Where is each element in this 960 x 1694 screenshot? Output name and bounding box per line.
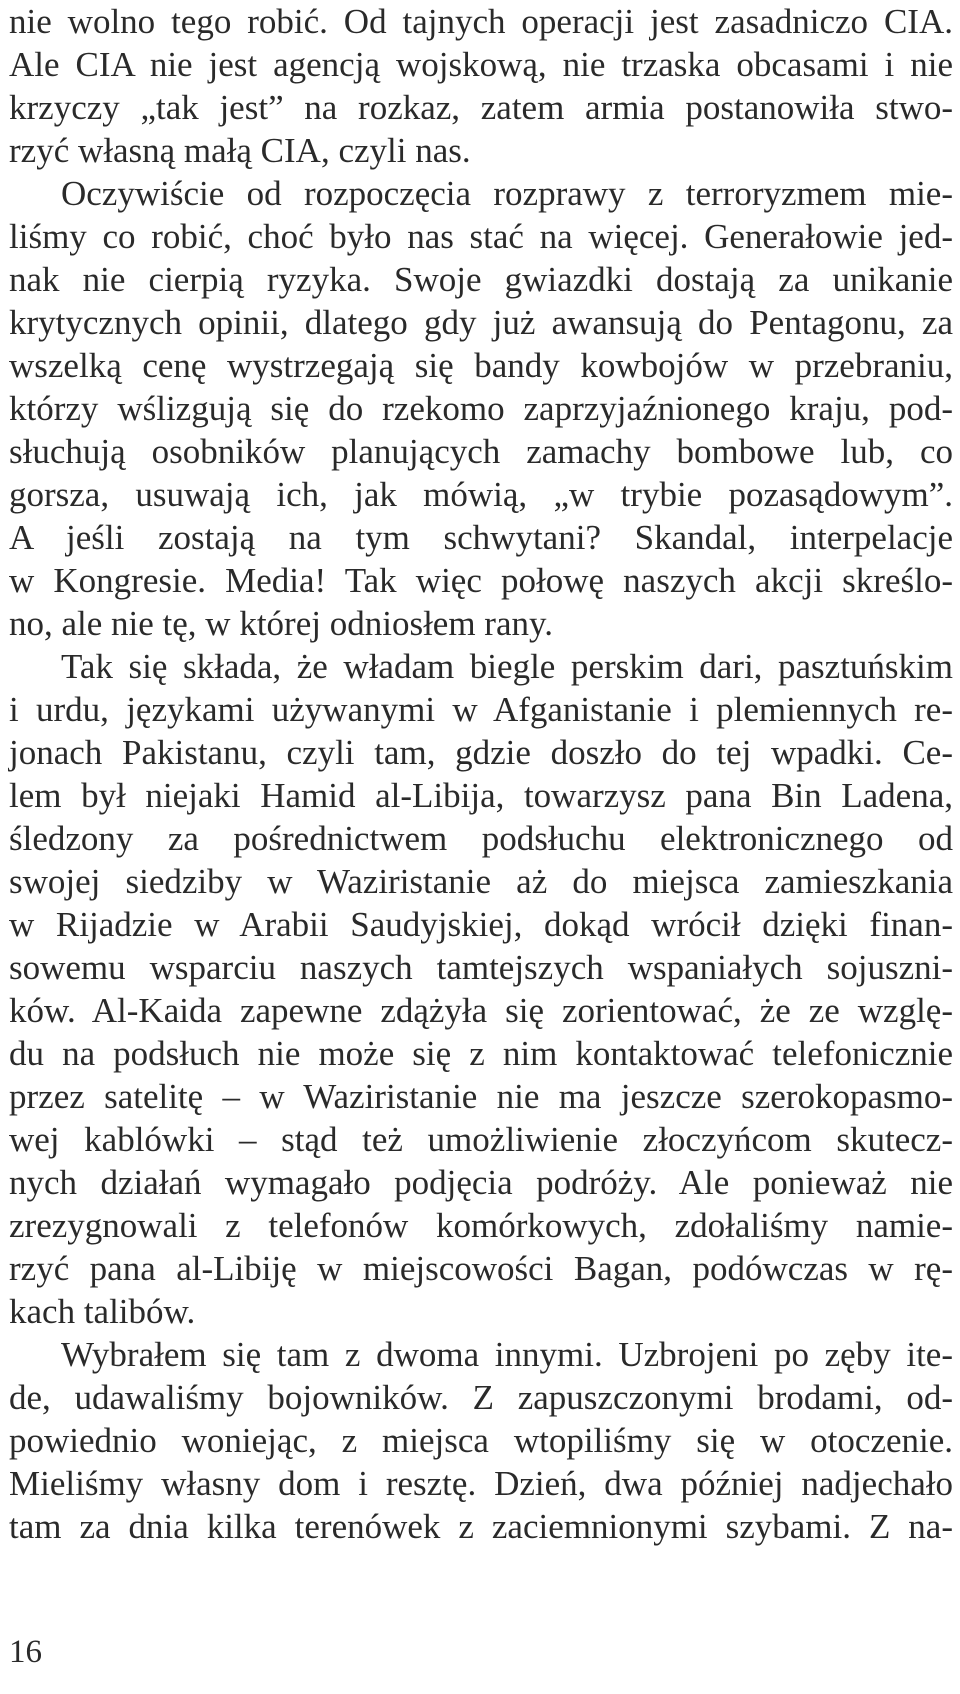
text-line: Mieliśmy własny dom i resztę. Dzień, dwa później nadjechało bbox=[9, 1464, 953, 1503]
text-line: nak nie cierpią ryzyka. Swoje gwiazdki dostają za unikanie bbox=[9, 260, 953, 299]
text-line: przez satelitę – w Waziristanie nie ma jeszcze szerokopasmo- bbox=[9, 1077, 953, 1116]
text-line: rzyć własną małą CIA, czyli nas. bbox=[9, 131, 471, 170]
text-line: w Kongresie. Media! Tak więc połowę naszych akcji skreślo- bbox=[9, 561, 953, 600]
paragraph-2 bbox=[9, 172, 953, 645]
paragraph-3 bbox=[9, 645, 953, 1333]
text-line: lem był niejaki Hamid al-Libija, towarzysz pana Bin Ladena, bbox=[9, 776, 953, 815]
text-line: ków. Al-Kaida zapewne zdążyła się zorientować, że ze wzglę- bbox=[9, 991, 953, 1030]
text-line: swojej siedziby w Waziristanie aż do miejsca zamieszkania bbox=[9, 862, 953, 901]
text-line: i urdu, językami używanymi w Afganistanie i plemiennych re- bbox=[9, 690, 953, 729]
text-line: de, udawaliśmy bojowników. Z zapuszczonymi brodami, od- bbox=[9, 1378, 953, 1417]
text-line: Tak się składa, że władam biegle perskim dari, pasztuńskim bbox=[61, 647, 953, 686]
page-number: 16 bbox=[9, 1634, 42, 1670]
text-line: gorsza, usuwają ich, jak mówią, „w trybie pozasądowym”. bbox=[9, 475, 953, 514]
text-line: wszelką cenę wystrzegają się bandy kowbojów w przebraniu, bbox=[9, 346, 953, 385]
text-line: tam za dnia kilka terenówek z zaciemnionymi szybami. Z na- bbox=[9, 1507, 953, 1546]
text-line: du na podsłuch nie może się z nim kontaktować telefonicznie bbox=[9, 1034, 953, 1073]
paragraph-1 bbox=[9, 0, 953, 172]
text-line: w Rijadzie w Arabii Saudyjskiej, dokąd wrócił dzięki finan- bbox=[9, 905, 953, 944]
text-line: śledzony za pośrednictwem podsłuchu elektronicznego od bbox=[9, 819, 953, 858]
text-line: krytycznych opinii, dlatego gdy już awansują do Pentagonu, za bbox=[9, 303, 953, 342]
text-line: Oczywiście od rozpoczęcia rozprawy z terroryzmem mie- bbox=[61, 174, 953, 213]
text-line: zrezygnowali z telefonów komórkowych, zdołaliśmy namie- bbox=[9, 1206, 953, 1245]
text-line: wej kablówki – stąd też umożliwienie złoczyńcom skutecz- bbox=[9, 1120, 953, 1159]
text-line: kach talibów. bbox=[9, 1292, 196, 1331]
text-line: A jeśli zostają na tym schwytani? Skandal, interpelacje bbox=[9, 518, 953, 557]
text-line: nie wolno tego robić. Od tajnych operacji jest zasadniczo CIA. bbox=[9, 2, 953, 41]
text-line: którzy wślizgują się do rzekomo zaprzyjaźnionego kraju, pod- bbox=[9, 389, 953, 428]
book-page-text bbox=[9, 0, 953, 1548]
text-line: nych działań wymagało podjęcia podróży. Ale ponieważ nie bbox=[9, 1163, 953, 1202]
text-line: Wybrałem się tam z dwoma innymi. Uzbrojeni po zęby ite- bbox=[61, 1335, 953, 1374]
text-line: Ale CIA nie jest agencją wojskową, nie trzaska obcasami i nie bbox=[9, 45, 953, 84]
text-line: sowemu wsparciu naszych tamtejszych wspaniałych sojuszni- bbox=[9, 948, 953, 987]
text-line: powiednio woniejąc, z miejsca wtopiliśmy się w otoczenie. bbox=[9, 1421, 953, 1460]
paragraph-4 bbox=[9, 1333, 953, 1548]
text-line: liśmy co robić, choć było nas stać na więcej. Generałowie jed- bbox=[9, 217, 953, 256]
text-line: no, ale nie tę, w której odniosłem rany. bbox=[9, 604, 553, 643]
text-line: jonach Pakistanu, czyli tam, gdzie doszło do tej wpadki. Ce- bbox=[9, 733, 953, 772]
text-line: krzyczy „tak jest” na rozkaz, zatem armia postanowiła stwo- bbox=[9, 88, 953, 127]
text-line: słuchują osobników planujących zamachy bombowe lub, co bbox=[9, 432, 953, 471]
text-line: rzyć pana al-Libiję w miejscowości Bagan, podówczas w rę- bbox=[9, 1249, 953, 1288]
